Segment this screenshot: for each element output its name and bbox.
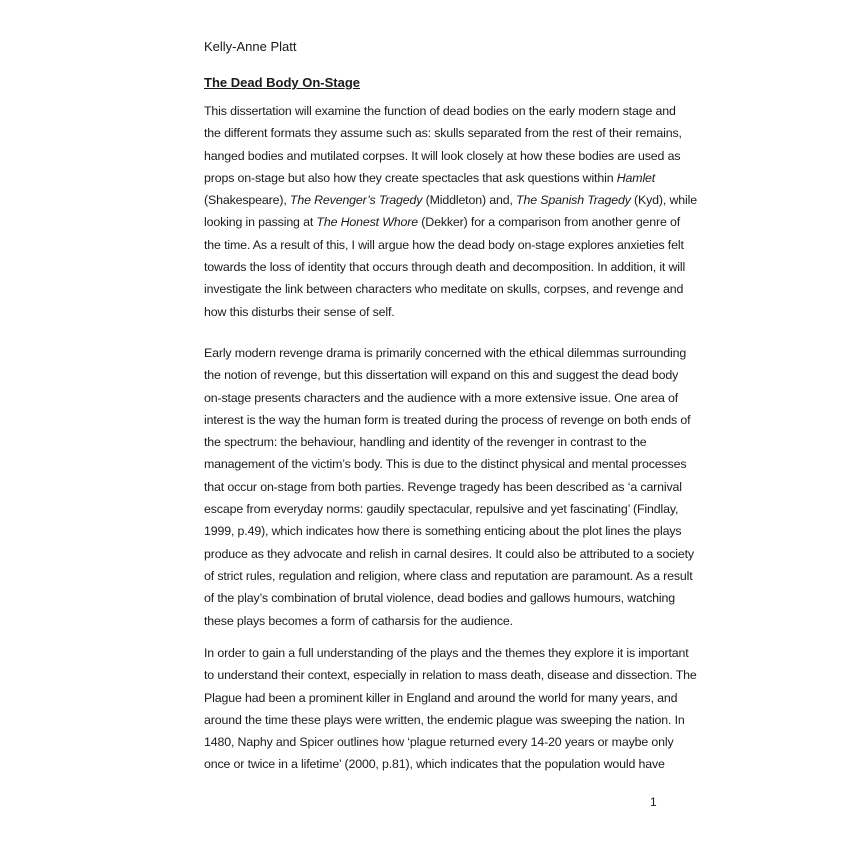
- paragraph-1: [204, 100, 697, 323]
- text-line: [204, 122, 697, 144]
- text-run: once or twice in a lifetime’ (2000, p.81), which indicates that the population would have: [204, 757, 665, 772]
- text-line: [204, 278, 697, 300]
- text-line: [204, 610, 694, 632]
- text-run: (Middleton) and,: [422, 193, 517, 208]
- text-line: [204, 453, 694, 475]
- text-run: In order to gain a full understanding of the plays and the themes they explore it is important: [204, 646, 689, 660]
- text-run: props on-stage but also how they create spectacles that ask questions within: [204, 170, 617, 185]
- text-run: hanged bodies and mutilated corpses. It will look closely at how these bodies are used as: [204, 148, 681, 163]
- text-run: the notion of revenge, but this dissertation will expand on this and suggest the dead body: [204, 368, 679, 383]
- text-line: [204, 189, 697, 211]
- text-run: that occur on-stage from both parties. Revenge tragedy has been described as ‘a carnival: [204, 479, 682, 494]
- text-run: towards the loss of identity that occurs through death and decomposition. In addition, it will: [204, 260, 686, 275]
- text-run: (Kyd), while: [630, 193, 697, 208]
- text-line: [204, 211, 697, 233]
- text-run: the different formats they assume such as: skulls separated from the rest of their remains,: [204, 126, 682, 141]
- text-line: [204, 364, 694, 386]
- text-run: the time. As a result of this, I will argue how the dead body on-stage explores anxieties felt: [204, 237, 684, 252]
- text-line: [204, 256, 697, 278]
- text-run: the spectrum: the behaviour, handling and identity of the revenger in contrast to the: [204, 435, 647, 450]
- text-run: escape from everyday norms: gaudily spectacular, repulsive and yet fascinating’ (Findlay,: [204, 502, 679, 517]
- author-name: Kelly-Anne Platt: [204, 39, 297, 54]
- text-line: [204, 409, 694, 431]
- italic-title: The Spanish Tragedy: [516, 193, 631, 208]
- text-line: [204, 387, 694, 409]
- text-run: investigate the link between characters who meditate on skulls, corpses, and revenge and: [204, 282, 684, 297]
- text-run: (Dekker) for a comparison from another genre of: [418, 215, 681, 230]
- text-run: 1999, p.49), which indicates how there is something enticing about the plot lines the plays: [204, 524, 682, 539]
- paragraph-2: [204, 342, 694, 632]
- text-line: [204, 565, 694, 587]
- text-line: [204, 476, 694, 498]
- text-run: of the play’s combination of brutal violence, dead bodies and gallows humours, watching: [204, 591, 675, 606]
- text-run: (Shakespeare),: [204, 193, 290, 208]
- text-run: how this disturbs their sense of self.: [204, 304, 395, 319]
- text-line: [204, 498, 694, 520]
- text-line: [204, 731, 697, 753]
- text-run: on-stage presents characters and the audience with a more extensive issue. One area of: [204, 390, 679, 405]
- text-line: [204, 664, 697, 686]
- text-line: [204, 687, 697, 709]
- text-run: Early modern revenge drama is primarily concerned with the ethical dilemmas surrounding: [204, 346, 687, 360]
- document-title: The Dead Body On-Stage: [204, 75, 361, 90]
- text-line: [204, 100, 697, 122]
- text-line: [204, 234, 697, 256]
- italic-title: The Honest Whore: [316, 215, 419, 230]
- text-line: [204, 342, 694, 364]
- page-number: 1: [650, 795, 657, 809]
- text-line: [204, 167, 697, 189]
- text-line: [204, 753, 697, 775]
- text-line: [204, 543, 694, 565]
- text-run: Plague had been a prominent killer in England and around the world for many years, and: [204, 690, 678, 705]
- text-line: [204, 642, 697, 664]
- text-line: [204, 520, 694, 542]
- paragraph-3: [204, 642, 697, 776]
- italic-title: The Revenger’s Tragedy: [289, 193, 423, 208]
- text-run: of strict rules, regulation and religion, where class and reputation are paramount. As a result: [204, 568, 693, 583]
- text-run: management of the victim’s body. This is due to the distinct physical and mental processes: [204, 457, 687, 472]
- text-run: 1480, Naphy and Spicer outlines how ‘plague returned every 14-20 years or maybe only: [204, 735, 674, 750]
- text-line: [204, 431, 694, 453]
- text-line: [204, 301, 697, 323]
- italic-title: Hamlet: [616, 170, 656, 185]
- text-run: around the time these plays were written, the endemic plague was sweeping the nation. In: [204, 712, 685, 727]
- text-line: [204, 709, 697, 731]
- text-run: to understand their context, especially in relation to mass death, disease and dissection. The: [204, 668, 697, 683]
- text-run: interest is the way the human form is treated during the process of revenge on both ends of: [204, 412, 691, 427]
- text-line: [204, 587, 694, 609]
- text-run: looking in passing at: [204, 215, 317, 230]
- text-line: [204, 145, 697, 167]
- text-run: This dissertation will examine the function of dead bodies on the early modern stage and: [204, 104, 676, 118]
- text-run: produce as they advocate and relish in carnal desires. It could also be attributed to a society: [204, 546, 694, 561]
- text-run: these plays becomes a form of catharsis for the audience.: [204, 613, 513, 628]
